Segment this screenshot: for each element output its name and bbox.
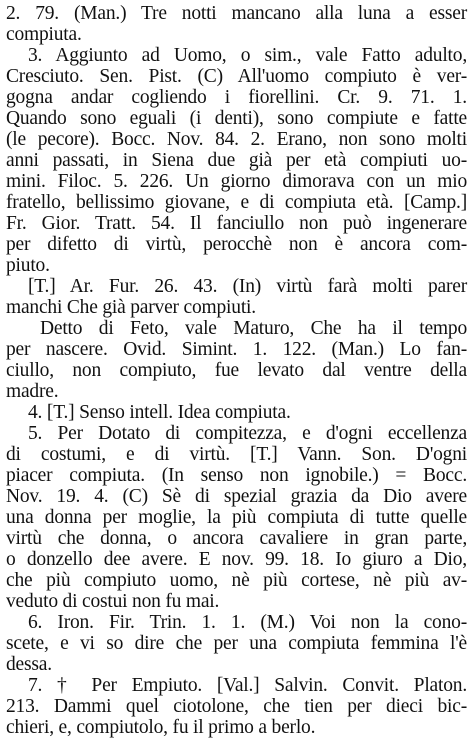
text-line: 4. [T.] Senso intell. Idea compiuta. [28,402,291,423]
text-line: che più compiuto uomo, nè più cortese, nè più av- [6,570,467,591]
text-line: Nov. 19. 4. (C) Sè di spezial grazia da Dio avere [6,486,467,507]
text-line: Cresciuto. Sen. Pist. (C) All'uomo compiuto è ver- [6,66,467,87]
text-line: per nascere. Ovid. Simint. 1. 122. (Man.) Lo fan- [6,339,467,360]
text-line: ciullo, non compiuto, fue levato dal ventre della [6,360,467,381]
text-line: 5. Per Dotato di compitezza, e d'ogni eccellenza [28,423,467,444]
text-line: Quando sono eguali (i denti), sono compiute e fatte [6,108,467,129]
text-line: 2. 79. (Man.) Tre notti mancano alla luna a esser [6,3,467,24]
text-line: piuto. [6,255,50,276]
text-line: o donzello dee avere. E nov. 99. 18. Io giuro a Dio, [6,549,467,570]
text-line: 3. Aggiunto ad Uomo, o sim., vale Fatto adulto, [28,45,467,66]
text-line: compiuta. [6,24,82,45]
text-line: fratello, bellissimo giovane, e di compiuta età. [Camp.] [6,192,467,213]
text-line: Detto di Feto, vale Maturo, Che ha il tempo [40,318,467,339]
text-line: 7. † Per Empiuto. [Val.] Salvin. Convit. Platon. [28,675,467,696]
text-line: madre. [6,381,59,402]
text-line: 213. Dammi quel ciotolone, che tien per dieci bic- [6,696,467,717]
text-line: anni passati, in Siena due già per età compiuti uo- [6,150,467,171]
text-line: (le pecore). Bocc. Nov. 84. 2. Erano, non sono molti [6,129,467,150]
text-line: Fr. Gior. Tratt. 54. Il fanciullo non può ingenerare [6,213,467,234]
text-line: virtù che donna, o ancora cavaliere in gran parte, [6,528,467,549]
text-line: di costumi, e di virtù. [T.] Vann. Son. D'ogni [6,444,467,465]
text-line: veduto di costui non fu mai. [6,591,220,612]
text-line: chieri, e, compiutolo, fu il primo a berlo. [6,717,316,738]
text-line: scete, e vi so dire che per una compiuta femmina l'è [6,633,467,654]
text-line: 6. Iron. Fir. Trin. 1. 1. (M.) Voi non la cono- [28,612,467,633]
text-line: dessa. [6,654,52,675]
text-line: gogna andar cogliendo i fiorellini. Cr. 9. 71. 1. [6,87,467,108]
text-line: manchi Che già parver compiuti. [6,297,256,318]
text-line: mini. Filoc. 5. 226. Un giorno dimorava con un mio [6,171,467,192]
text-line: una donna per moglie, la più compiuta di tutte quelle [6,507,467,528]
text-line: per difetto di virtù, perocchè non è ancora com- [6,234,467,255]
text-line: [T.] Ar. Fur. 26. 43. (In) virtù farà molti parer [28,276,467,297]
text-line: piacer compiuta. (In senso non ignobile.) = Bocc. [6,465,467,486]
